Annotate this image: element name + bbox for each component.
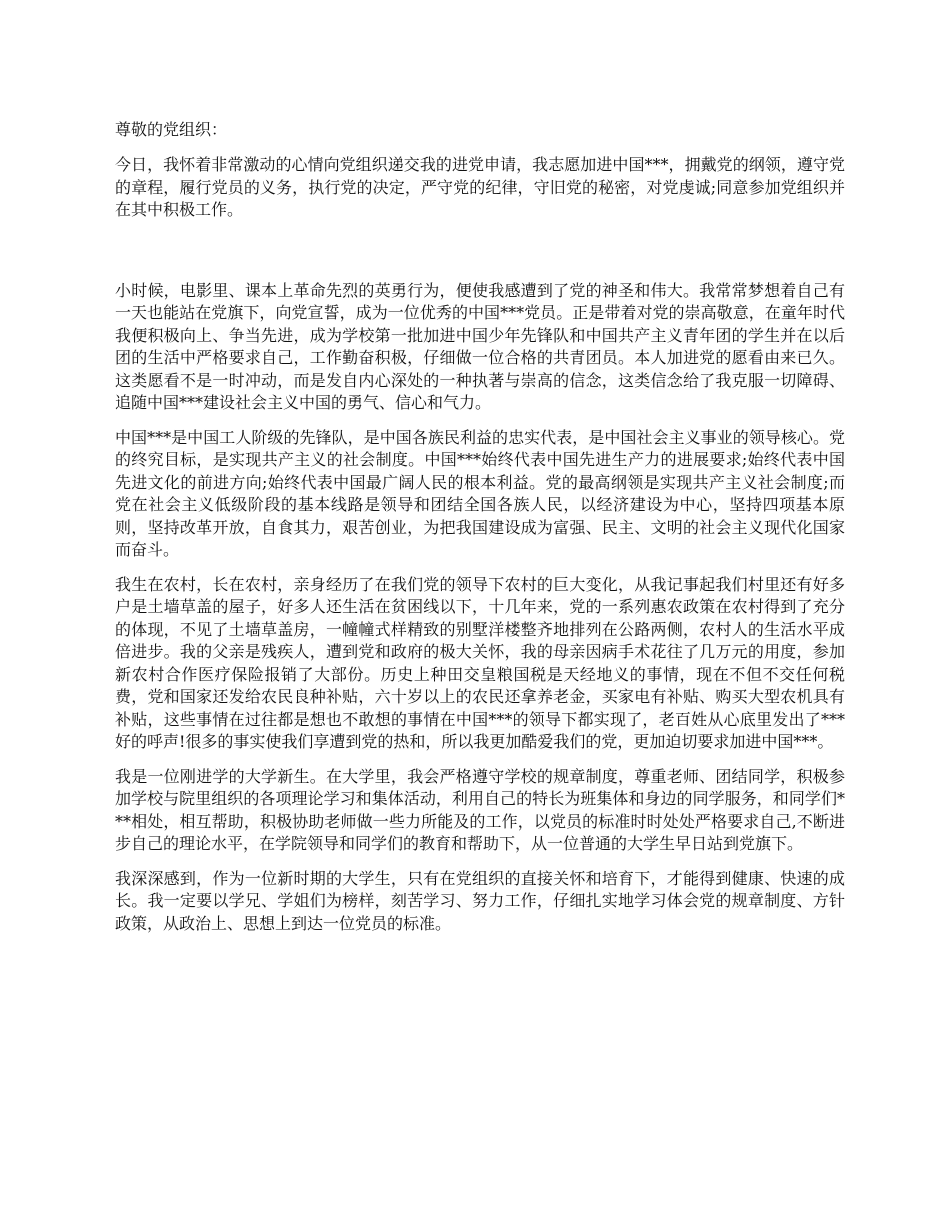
blank-gap (115, 234, 845, 280)
paragraph-6: 我深深感到，作为一位新时期的大学生，只有在党组织的直接关怀和培育下，才能得到健康、快速的成长。我一定要以学兄、学姐们为榜样，刻苦学习、努力工作，仔细扎实地学习体会党的规章制度、方针政策，从政治上、思想上到达一位党员的标准。 (115, 868, 845, 933)
salutation: 尊敬的党组织： (115, 120, 228, 139)
paragraph-4: 我生在农村，长在农村，亲身经历了在我们党的领导下农村的巨大变化，从我记事起我们村里还有好多户是土墙草盖的屋子，好多人还生活在贫困线以下，十几年来，党的一系列惠农政策在农村得到了充分的体现，不见了土墙草盖房，一幢幢式样精致的别墅洋楼整齐地排列在公路两侧，农村人的生活水平成倍进步。我的父亲是残疾人，遭到党和政府的极大关怀，我的母亲因病手术花往了几万元的用度，参加新农村合作医疗保险报销了大部份。历史上种田交皇粮国税是天经地义的事情，现在不但不交任何税费，党和国家还发给农民良种补贴，六十岁以上的农民还拿养老金，买家电有补贴、购买大型农机具有补贴，这些事情在过往都是想也不敢想的事情在中国***的领导下都实现了，老百姓从心底里发出了***好的呼声!很多的事实使我们享遭到党的热和，所以我更加酷爱我们的党，更加迫切要求加进中国***。 (115, 574, 845, 751)
paragraph-2: 小时候，电影里、课本上革命先烈的英勇行为，便使我感遭到了党的神圣和伟大。我常常梦想着自己有一天也能站在党旗下，向党宣誓，成为一位优秀的中国***党员。正是带着对党的崇高敬意，在童年时代我便积极向上、争当先进，成为学校第一批加进中国少年先锋队和中国共产主义青年团的学生并在以后团的生活中严格要求自己，工作勤奋积极，仔细做一位合格的共青团员。本人加进党的愿看由来已久。这类愿看不是一时冲动，而是发自内心深处的一种执著与崇高的信念，这类信念给了我克服一切障碍、追随中国***建设社会主义中国的勇气、信心和气力。 (115, 280, 845, 412)
letter-body (115, 118, 845, 947)
paragraph-5: 我是一位刚进学的大学新生。在大学里，我会严格遵守学校的规章制度，尊重老师、团结同学，积极参加学校与院里组织的各项理论学习和集体活动，利用自己的特长为班集体和身边的同学服务，和同学们***相处，相互帮助，积极协助老师做一些力所能及的工作，以党员的标准时时处处严格要求自己,不断进步自己的理论水平，在学院领导和同学们的教育和帮助下，从一位普通的大学生早日站到党旗下。 (115, 766, 845, 853)
paragraph-3: 中国***是中国工人阶级的先锋队，是中国各族民利益的忠实代表，是中国社会主义事业的领导核心。党的终究目标，是实现共产主义的社会制度。中国***始终代表中国先进生产力的进展要求;始终代表中国先进文化的前进方向;始终代表中国最广阔人民的根本利益。党的最高纲领是实现共产主义社会制度;而党在社会主义低级阶段的基本线路是领导和团结全国各族人民，以经济建设为中心，坚持四项基本原则，坚持改革开放，自食其力，艰苦创业，为把我国建设成为富强、民主、文明的社会主义现代化国家而奋斗。 (115, 427, 845, 559)
paragraph-1: 今日，我怀着非常激动的心情向党组织递交我的进党申请，我志愿加进中国***，拥戴党的纲领，遵守党的章程，履行党员的义务，执行党的决定，严守党的纪律，守旧党的秘密，对党虔诚;同意参加党组织并在其中积极工作。 (115, 155, 845, 219)
